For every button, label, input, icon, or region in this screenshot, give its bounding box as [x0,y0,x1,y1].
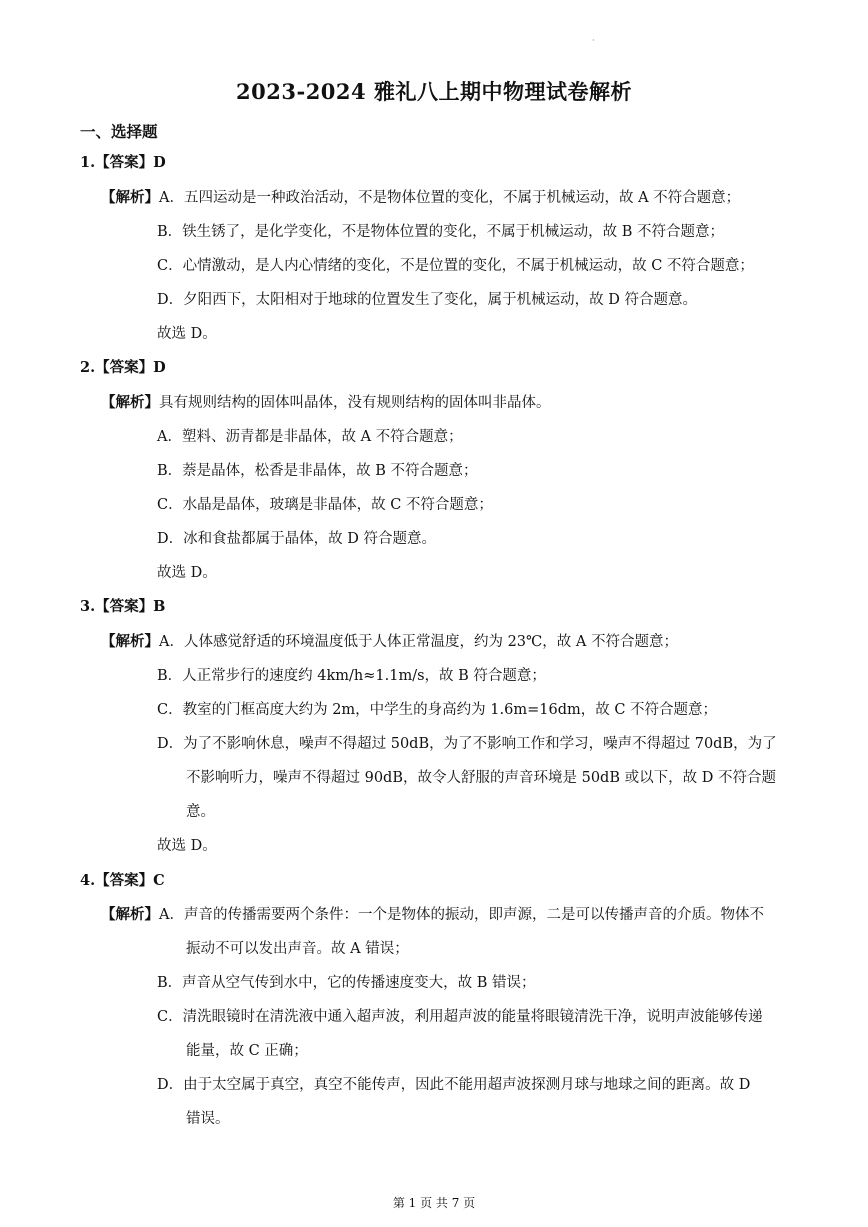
analysis-label: 【解析】 [101,906,159,923]
question-2-answer: 2.【答案】D [80,359,166,376]
analysis-label: 【解析】 [101,394,159,411]
analysis-label: 【解析】 [101,189,159,206]
analysis-line: 故选 D。 [157,838,217,854]
question-4-analysis [101,906,764,924]
analysis-line: 故选 D。 [157,565,217,581]
analysis-line: D．冰和食盐都属于晶体，故 D 符合题意。 [157,531,436,547]
analysis-text: A．五四运动是一种政治活动，不是物体位置的变化，不属于机械运动，故 A 不符合题意； [159,190,741,206]
analysis-line: C．心情激动，是人内心情绪的变化，不是位置的变化，不属于机械运动，故 C 不符合题意； [157,258,754,274]
page-title: 2023-2024 雅礼八上期中物理试卷解析 [236,79,632,104]
analysis-line: D．夕阳西下，太阳相对于地球的位置发生了变化，属于机械运动，故 D 符合题意。 [157,292,697,308]
question-2-analysis [101,394,551,412]
analysis-text: 具有规则结构的固体叫晶体，没有规则结构的固体叫非晶体。 [159,395,551,411]
page-footer: 第 1 页 共 7 页 [392,1196,476,1210]
analysis-line: D．由于太空属于真空，真空不能传声，因此不能用超声波探测月球与地球之间的距离。故 D [157,1077,751,1093]
analysis-line: 错误。 [186,1111,230,1127]
question-1-analysis [101,189,740,207]
analysis-line: 能量，故 C 正确； [186,1043,308,1059]
question-3-answer: 3.【答案】B [80,598,166,615]
analysis-line: 振动不可以发出声音。故 A 错误； [186,941,409,957]
question-4-answer: 4.【答案】C [80,872,165,889]
analysis-line: B．萘是晶体，松香是非晶体，故 B 不符合题意； [157,463,478,479]
header-dot: · [592,36,595,45]
analysis-text: A．人体感觉舒适的环境温度低于人体正常温度，约为 23℃，故 A 不符合题意； [159,634,678,650]
analysis-line: 故选 D。 [157,326,217,342]
analysis-line: B．声音从空气传到水中，它的传播速度变大，故 B 错误； [157,975,536,991]
analysis-label: 【解析】 [101,633,159,650]
analysis-line: C．水晶是晶体，玻璃是非晶体，故 C 不符合题意； [157,497,493,513]
section-title: 一、选择题 [80,122,158,141]
question-3-analysis [101,633,678,651]
analysis-line: B．铁生锈了，是化学变化，不是物体位置的变化，不属于机械运动，故 B 不符合题意； [157,224,725,240]
analysis-line: 不影响听力，噪声不得超过 90dB，故令人舒服的声音环境是 50dB 或以下，故 D 不符合题 [186,770,776,786]
analysis-line: C．教室的门框高度大约为 2m，中学生的身高约为 1.6m=16dm，故 C 不符合题意； [157,702,718,718]
analysis-line: A．塑料、沥青都是非晶体，故 A 不符合题意； [157,429,463,445]
analysis-line: 意。 [186,804,215,820]
analysis-line: D．为了不影响休息，噪声不得超过 50dB，为了不影响工作和学习，噪声不得超过 70dB，为了 [157,736,777,752]
analysis-line: C．清洗眼镜时在清洗液中通入超声波，利用超声波的能量将眼镜清洗干净，说明声波能够传递 [157,1009,763,1025]
analysis-text: A．声音的传播需要两个条件：一个是物体的振动，即声源，二是可以传播声音的介质。物体不 [159,907,764,923]
analysis-line: B．人正常步行的速度约 4km/h≈1.1m/s，故 B 符合题意； [157,668,546,684]
question-1-answer: 1.【答案】D [80,154,166,171]
